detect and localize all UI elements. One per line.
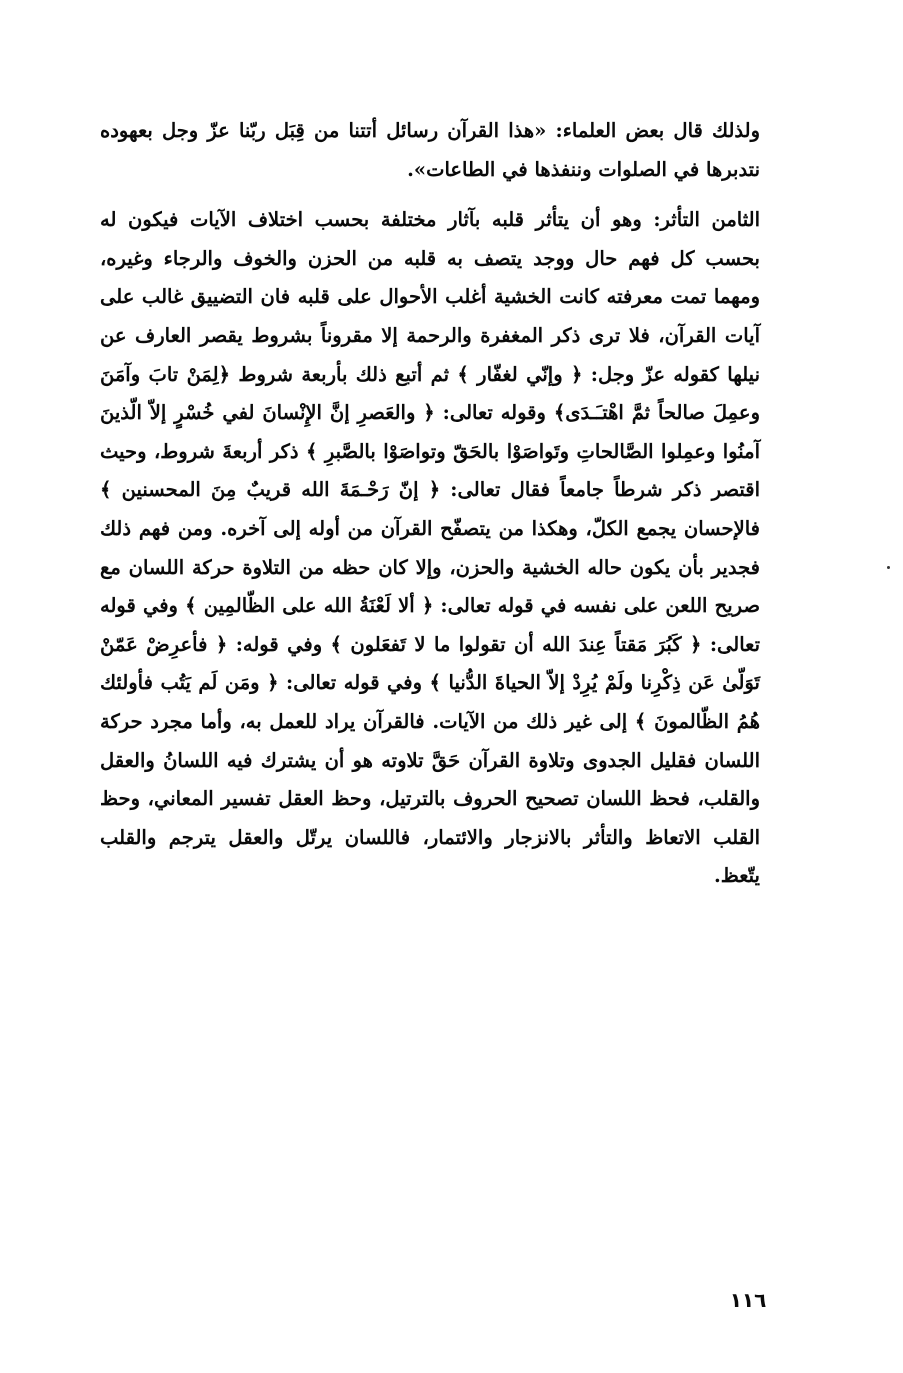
page-number: ١١٦ (729, 1288, 767, 1312)
margin-dot (887, 566, 890, 569)
paragraph-1: ولذلك قال بعض العلماء: «هذا القرآن رسائل أتتنا من قِبَل ربّنا عزّ وجل بعهوده نتدبرها في الصلوات وننفذها في الطاعات». (100, 119, 760, 181)
body-text (100, 112, 760, 896)
paragraph-2: الثامن التأثر: وهو أن يتأثر قلبه بآثار مختلفة بحسب اختلاف الآيات فيكون له بحسب كل فهم حال ووجد يتصف به قلبه من الحزن والخوف والرجاء وغيره، ومهما تمت معرفته كانت الخشية أغلب الأحوال على قلبه فان التضييق غالب على آيات القرآن، فلا ترى ذكر المغفرة والرحمة إلا مقروناً بشروط يقصر العارف عن نيلها كقوله عزّ وجل: ﴿ وإنّي لغفّار ﴾ ثم أتبع ذلك بأربعة شروط ﴿لِمَنْ تابَ وآمَنَ وعمِلَ صالحاً ثمَّ اهْتـَـدَى﴾ وقوله تعالى: ﴿ والعَصرِ إنَّ الإِنْسانَ لفي خُسْرٍ إلاّ الّذينَ آمنُوا وعمِلوا الصَّالحاتِ وتَواصَوْا بالحَقّ وتواصَوْا بالصَّبرِ ﴾ ذكر أربعةَ شروط، وحيث اقتصر ذكر شرطاً جامعاً فقال تعالى: ﴿ إنّ رَحْـمَةَ الله قريبٌ مِنَ المحسنين ﴾ فالإحسان يجمع الكلّ، وهكذا من يتصفّح القرآن من أوله إلى آخره. ومن فهم ذلك فجدير بأن يكون حاله الخشية والحزن، وإلا كان حظه من التلاوة حركة اللسان مع صريح اللعن على نفسه في قوله تعالى: ﴿ ألا لَعْنَةُ الله على الظّالمِين ﴾ وفي قوله تعالى: ﴿ كَبُرَ مَقتاً عِندَ الله أن تقولوا ما لا تَفعَلون ﴾ وفي قوله: ﴿ فأعرِضْ عَمّنْ تَوَلّىٰ عَن ذِكْرِنا ولَمْ يُرِدْ إلاّ الحياةَ الدُّنيا ﴾ وفي قوله تعالى: ﴿ ومَن لَم يَتُب فأولئك هُمُ الظّالمونَ ﴾ إلى غير ذلك من الآيات. فالقرآن يراد للعمل به، وأما مجرد حركة اللسان فقليل الجدوى وتلاوة القرآن حَقَّ تلاوته هو أن يشترك فيه اللسانُ والعقل والقلب، فحظ اللسان تصحيح الحروف بالترتيل، وحظ العقل تفسير المعاني، وحظ القلب الاتعاظ والتأثر بالانزجار والائتمار، فاللسان يرتّل والعقل يترجم والقلب يتّعظ. (100, 208, 760, 888)
